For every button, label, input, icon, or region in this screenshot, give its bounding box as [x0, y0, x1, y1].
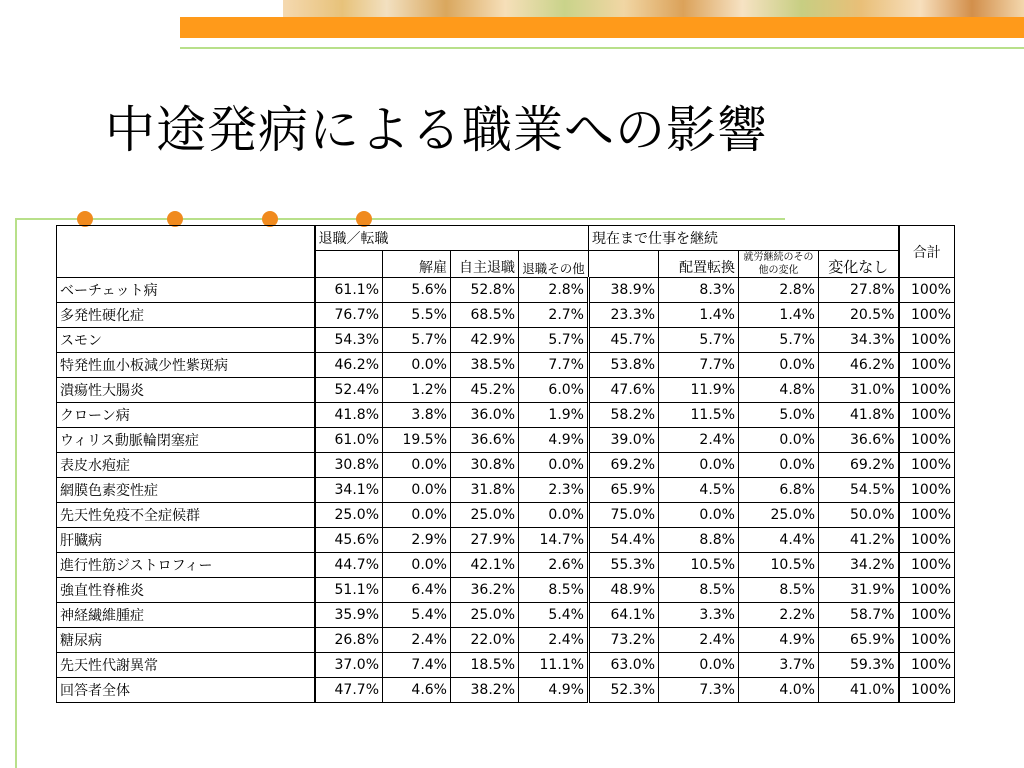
value-cell: 0.0% [383, 453, 451, 478]
value-cell: 23.3% [589, 303, 659, 328]
title-underline-rule [15, 218, 785, 220]
value-cell: 0.0% [383, 478, 451, 503]
value-cell: 100% [899, 628, 955, 653]
value-cell: 7.7% [519, 353, 589, 378]
table-row [57, 678, 955, 703]
value-cell: 1.4% [659, 303, 739, 328]
value-cell: 5.7% [519, 328, 589, 353]
value-cell: 5.0% [739, 403, 819, 428]
value-cell: 27.8% [819, 278, 899, 303]
value-cell: 51.1% [315, 578, 383, 603]
value-cell: 0.0% [739, 353, 819, 378]
value-cell: 0.0% [519, 503, 589, 528]
disease-name: 肝臓病 [57, 528, 315, 553]
value-cell: 5.6% [383, 278, 451, 303]
value-cell: 73.2% [589, 628, 659, 653]
decorative-header-strip [283, 0, 1024, 17]
value-cell: 100% [899, 328, 955, 353]
value-cell: 0.0% [383, 553, 451, 578]
value-cell: 61.1% [315, 278, 383, 303]
value-cell: 30.8% [451, 453, 519, 478]
value-cell: 58.2% [589, 403, 659, 428]
value-cell: 52.4% [315, 378, 383, 403]
value-cell: 11.1% [519, 653, 589, 678]
value-cell: 2.4% [659, 428, 739, 453]
value-cell: 19.5% [383, 428, 451, 453]
disease-name: 回答者全体 [57, 678, 315, 703]
value-cell: 63.0% [589, 653, 659, 678]
col-header-other-change: 就労継続のその他の変化 [739, 251, 819, 278]
disease-name: 表皮水疱症 [57, 453, 315, 478]
value-cell: 42.9% [451, 328, 519, 353]
value-cell: 52.8% [451, 278, 519, 303]
table-row [57, 378, 955, 403]
value-cell: 68.5% [451, 303, 519, 328]
value-cell: 100% [899, 378, 955, 403]
value-cell: 6.8% [739, 478, 819, 503]
value-cell: 42.1% [451, 553, 519, 578]
value-cell: 4.8% [739, 378, 819, 403]
disease-name: 網膜色素変性症 [57, 478, 315, 503]
value-cell: 100% [899, 528, 955, 553]
value-cell: 2.8% [519, 278, 589, 303]
value-cell: 38.5% [451, 353, 519, 378]
value-cell: 25.0% [451, 503, 519, 528]
value-cell: 65.9% [589, 478, 659, 503]
value-cell: 8.8% [659, 528, 739, 553]
value-cell: 20.5% [819, 303, 899, 328]
value-cell: 54.5% [819, 478, 899, 503]
value-cell: 3.8% [383, 403, 451, 428]
value-cell: 4.6% [383, 678, 451, 703]
table-row [57, 453, 955, 478]
disease-name: 潰瘍性大腸炎 [57, 378, 315, 403]
value-cell: 41.0% [819, 678, 899, 703]
disease-name: 強直性脊椎炎 [57, 578, 315, 603]
value-cell: 34.2% [819, 553, 899, 578]
value-cell: 46.2% [315, 353, 383, 378]
orange-header-bar [180, 17, 1024, 38]
value-cell: 69.2% [589, 453, 659, 478]
value-cell: 53.8% [589, 353, 659, 378]
value-cell: 3.3% [659, 603, 739, 628]
disease-name: ウィリス動脈輪閉塞症 [57, 428, 315, 453]
left-vertical-rule [15, 218, 17, 768]
value-cell: 5.4% [383, 603, 451, 628]
value-cell: 4.9% [739, 628, 819, 653]
value-cell: 14.7% [519, 528, 589, 553]
value-cell: 46.2% [819, 353, 899, 378]
col-header-other-quit: 退職その他 [519, 251, 589, 278]
disease-name: 先天性免疫不全症候群 [57, 503, 315, 528]
value-cell: 61.0% [315, 428, 383, 453]
value-cell: 41.8% [315, 403, 383, 428]
value-cell: 5.7% [739, 328, 819, 353]
disease-name: 進行性筋ジストロフィー [57, 553, 315, 578]
value-cell: 34.1% [315, 478, 383, 503]
table-row [57, 403, 955, 428]
value-cell: 48.9% [589, 578, 659, 603]
value-cell: 2.4% [659, 628, 739, 653]
value-cell: 64.1% [589, 603, 659, 628]
value-cell: 1.2% [383, 378, 451, 403]
value-cell: 100% [899, 428, 955, 453]
value-cell: 11.5% [659, 403, 739, 428]
value-cell: 11.9% [659, 378, 739, 403]
disease-name: 多発性硬化症 [57, 303, 315, 328]
value-cell: 36.6% [451, 428, 519, 453]
value-cell: 8.3% [659, 278, 739, 303]
value-cell: 44.7% [315, 553, 383, 578]
value-cell: 4.9% [519, 678, 589, 703]
value-cell: 37.0% [315, 653, 383, 678]
value-cell: 100% [899, 678, 955, 703]
value-cell: 10.5% [659, 553, 739, 578]
value-cell: 7.7% [659, 353, 739, 378]
value-cell: 5.7% [659, 328, 739, 353]
value-cell: 2.7% [519, 303, 589, 328]
value-cell: 18.5% [451, 653, 519, 678]
group-header-quit: 退職／転職 [315, 226, 589, 251]
disease-name: 神経繊維腫症 [57, 603, 315, 628]
table-row [57, 578, 955, 603]
group-header-continue: 現在まで仕事を継続 [589, 226, 899, 251]
value-cell: 2.9% [383, 528, 451, 553]
table-row [57, 653, 955, 678]
table-row [57, 528, 955, 553]
value-cell: 25.0% [739, 503, 819, 528]
value-cell: 47.7% [315, 678, 383, 703]
value-cell: 54.3% [315, 328, 383, 353]
disease-name: 特発性血小板減少性紫斑病 [57, 353, 315, 378]
value-cell: 6.0% [519, 378, 589, 403]
table-row [57, 503, 955, 528]
value-cell: 47.6% [589, 378, 659, 403]
value-cell: 2.4% [519, 628, 589, 653]
total-header: 合計 [899, 226, 955, 278]
header-rule [180, 47, 1024, 49]
value-cell: 0.0% [383, 503, 451, 528]
value-cell: 8.5% [659, 578, 739, 603]
value-cell: 76.7% [315, 303, 383, 328]
value-cell: 65.9% [819, 628, 899, 653]
value-cell: 3.7% [739, 653, 819, 678]
value-cell: 0.0% [659, 453, 739, 478]
value-cell: 7.4% [383, 653, 451, 678]
impact-table [56, 225, 955, 703]
table-row [57, 478, 955, 503]
value-cell: 75.0% [589, 503, 659, 528]
value-cell: 34.3% [819, 328, 899, 353]
disease-name: ベーチェット病 [57, 278, 315, 303]
value-cell: 0.0% [739, 428, 819, 453]
value-cell: 100% [899, 278, 955, 303]
table-row [57, 603, 955, 628]
value-cell: 59.3% [819, 653, 899, 678]
value-cell: 100% [899, 403, 955, 428]
value-cell: 45.6% [315, 528, 383, 553]
value-cell: 58.7% [819, 603, 899, 628]
value-cell: 0.0% [739, 453, 819, 478]
table-row [57, 553, 955, 578]
value-cell: 6.4% [383, 578, 451, 603]
disease-name: 先天性代謝異常 [57, 653, 315, 678]
value-cell: 35.9% [315, 603, 383, 628]
value-cell: 100% [899, 303, 955, 328]
value-cell: 4.9% [519, 428, 589, 453]
value-cell: 36.0% [451, 403, 519, 428]
value-cell: 1.4% [739, 303, 819, 328]
value-cell: 27.9% [451, 528, 519, 553]
table-row [57, 353, 955, 378]
table-row [57, 278, 955, 303]
value-cell: 41.2% [819, 528, 899, 553]
value-cell: 2.2% [739, 603, 819, 628]
disease-name: 糖尿病 [57, 628, 315, 653]
value-cell: 55.3% [589, 553, 659, 578]
value-cell: 100% [899, 353, 955, 378]
value-cell: 7.3% [659, 678, 739, 703]
disease-name: クローン病 [57, 403, 315, 428]
table-row [57, 628, 955, 653]
value-cell: 38.2% [451, 678, 519, 703]
value-cell: 4.0% [739, 678, 819, 703]
value-cell: 31.9% [819, 578, 899, 603]
col-header-reassignment: 配置転換 [659, 251, 739, 278]
col-header-no-change: 変化なし [819, 251, 899, 278]
value-cell: 8.5% [739, 578, 819, 603]
disease-name: スモン [57, 328, 315, 353]
value-cell: 100% [899, 578, 955, 603]
value-cell: 100% [899, 478, 955, 503]
table-row [57, 428, 955, 453]
value-cell: 0.0% [383, 353, 451, 378]
value-cell: 1.9% [519, 403, 589, 428]
value-cell: 36.6% [819, 428, 899, 453]
value-cell: 100% [899, 653, 955, 678]
slide-title: 中途発病による職業への影響 [105, 101, 768, 159]
value-cell: 50.0% [819, 503, 899, 528]
table-row [57, 328, 955, 353]
value-cell: 25.0% [315, 503, 383, 528]
col-header-dismissal: 解雇 [383, 251, 451, 278]
value-cell: 100% [899, 553, 955, 578]
value-cell: 2.3% [519, 478, 589, 503]
value-cell: 5.7% [383, 328, 451, 353]
value-cell: 38.9% [589, 278, 659, 303]
value-cell: 25.0% [451, 603, 519, 628]
value-cell: 4.4% [739, 528, 819, 553]
value-cell: 2.4% [383, 628, 451, 653]
col-header-voluntary: 自主退職 [451, 251, 519, 278]
value-cell: 31.8% [451, 478, 519, 503]
value-cell: 39.0% [589, 428, 659, 453]
value-cell: 4.5% [659, 478, 739, 503]
value-cell: 100% [899, 603, 955, 628]
col-header-continue-total [589, 251, 659, 278]
value-cell: 5.5% [383, 303, 451, 328]
corner-cell [57, 226, 315, 278]
value-cell: 52.3% [589, 678, 659, 703]
value-cell: 30.8% [315, 453, 383, 478]
col-header-quit-total [315, 251, 383, 278]
table-row [57, 303, 955, 328]
value-cell: 0.0% [659, 653, 739, 678]
value-cell: 0.0% [659, 503, 739, 528]
value-cell: 5.4% [519, 603, 589, 628]
value-cell: 100% [899, 503, 955, 528]
value-cell: 36.2% [451, 578, 519, 603]
value-cell: 45.7% [589, 328, 659, 353]
value-cell: 2.8% [739, 278, 819, 303]
value-cell: 100% [899, 453, 955, 478]
value-cell: 31.0% [819, 378, 899, 403]
value-cell: 69.2% [819, 453, 899, 478]
value-cell: 41.8% [819, 403, 899, 428]
value-cell: 45.2% [451, 378, 519, 403]
value-cell: 26.8% [315, 628, 383, 653]
value-cell: 54.4% [589, 528, 659, 553]
value-cell: 8.5% [519, 578, 589, 603]
value-cell: 0.0% [519, 453, 589, 478]
value-cell: 22.0% [451, 628, 519, 653]
value-cell: 10.5% [739, 553, 819, 578]
value-cell: 2.6% [519, 553, 589, 578]
